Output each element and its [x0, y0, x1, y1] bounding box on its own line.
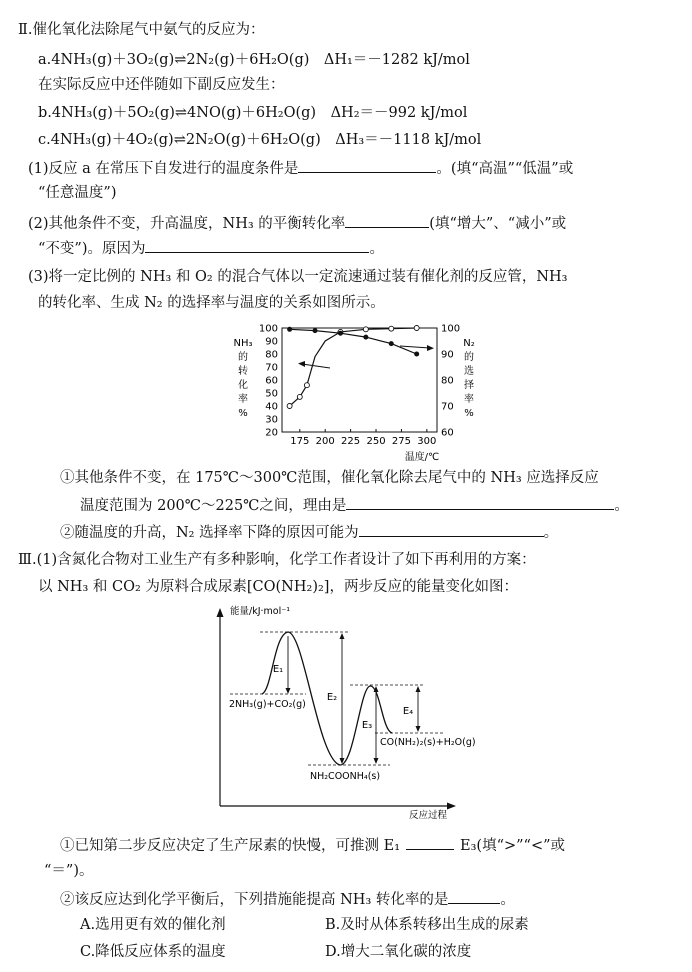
right-axis-label-char: 的 — [464, 352, 474, 363]
e4-arrowhead-top — [416, 686, 421, 692]
e3-label: E₃ — [361, 720, 373, 731]
equation-a: a.4NH₃(g)＋3O₂(g)⇌2N₂(g)＋6H₂O(g) ΔH₁＝－1282 kJ/mol — [38, 52, 470, 68]
nh3-conversion-point — [297, 394, 302, 399]
question-1-cont: “任意温度”) — [38, 185, 117, 201]
right-tick-label: 80 — [441, 375, 454, 387]
right-axis-label-char: 择 — [464, 380, 474, 391]
x-axis-label: 温度/℃ — [404, 452, 440, 463]
option-a[interactable]: A.选用更有效的催化剂 — [80, 917, 226, 933]
conversion-selectivity-chart — [230, 318, 480, 462]
s3-sub-question-2: ②该反应达到化学平衡后，下列措施能提高 NH₃ 转化率的是 。 — [60, 889, 515, 910]
left-tick-label: 30 — [265, 414, 278, 426]
sub-question-2: ②随温度的升高，N₂ 选择率下降的原因可能为 。 — [60, 522, 558, 543]
answer-blank-q1[interactable] — [298, 158, 436, 173]
nh3-conversion-point — [414, 326, 419, 331]
option-c[interactable]: C.降低反应体系的温度 — [80, 944, 226, 960]
n2-selectivity-point — [287, 327, 292, 332]
section2-title: Ⅱ.催化氧化法除尾气中氨气的反应为： — [18, 22, 265, 38]
left-tick-label: 20 — [265, 427, 278, 439]
x-tick-label: 275 — [391, 436, 411, 447]
x-tick-label: 175 — [290, 436, 310, 447]
nh3-conversion-point — [304, 383, 309, 388]
left-axis-label-char: 的 — [238, 352, 248, 363]
left-tick-label: 50 — [265, 388, 278, 400]
equation-b: b.4NH₃(g)＋5O₂(g)⇌4NO(g)＋6H₂O(g) ΔH₂＝－992 kJ/mol — [38, 105, 468, 121]
x-axis-label: 反应过程 — [408, 810, 448, 821]
question-1: (1)反应 a 在常压下自发进行的温度条件是 。(填“高温”“低温”或 — [28, 158, 573, 179]
e2-arrowhead-top — [340, 633, 345, 639]
option-d[interactable]: D.增大二氧化碳的浓度 — [325, 944, 472, 960]
answer-blank-sub1[interactable] — [346, 495, 614, 510]
right-axis-label — [463, 338, 475, 419]
plot-frame — [282, 328, 437, 432]
right-tick-label: 60 — [441, 427, 454, 439]
x-axis-arrow — [447, 803, 456, 810]
sub-question-1-cont: 温度范围为 200℃～225℃之间，理由是 。 — [80, 495, 629, 516]
left-tick-label: 40 — [265, 401, 278, 413]
n2-selectivity-point — [414, 352, 419, 357]
answer-blank-q2[interactable] — [345, 213, 429, 228]
right-axis-label-char: 选 — [464, 366, 474, 377]
x-tick-label: 200 — [315, 436, 335, 447]
answer-blank-q2-reason[interactable] — [145, 238, 369, 253]
s3-sub-question-1-cont: “＝”)。 — [44, 863, 94, 879]
left-tick-label: 80 — [265, 349, 278, 361]
side-reaction-note: 在实际反应中还伴随如下副反应发生： — [38, 77, 285, 93]
left-tick-label: 90 — [265, 336, 278, 348]
nh3-conversion-point — [389, 326, 394, 331]
n2-selectivity-point — [363, 335, 368, 340]
answer-blank-sub2[interactable] — [359, 522, 544, 537]
n2-selectivity-line — [290, 329, 417, 354]
arrow-left-head — [298, 361, 305, 367]
e4-label: E₄ — [402, 706, 414, 717]
e1-label: E₁ — [272, 664, 284, 675]
reactant-label: 2NH₃(g)+CO₂(g) — [229, 699, 306, 710]
right-tick-label: 90 — [441, 349, 454, 361]
s3-sub-question-1: ①已知第二步反应决定了生产尿素的快慢，可推测 E₁ E₃(填“>”“<”或 — [60, 835, 565, 856]
section3-intro: 以 NH₃ 和 CO₂ 为原料合成尿素[CO(NH₂)₂]，两步反应的能量变化如图： — [38, 579, 518, 595]
right-tick-label: 70 — [441, 401, 454, 413]
answer-blank-s3-sub2[interactable] — [448, 889, 500, 904]
arrow-right-head — [427, 345, 434, 351]
question-2-cont: “不变”)。原因为 。 — [38, 238, 384, 259]
option-b[interactable]: B.及时从体系转移出生成的尿素 — [325, 917, 529, 933]
x-tick-label: 300 — [417, 436, 437, 447]
x-tick-label: 250 — [366, 436, 386, 447]
e4-arrowhead-bottom — [416, 726, 421, 732]
left-axis-label-char: 转 — [238, 366, 248, 377]
question-3: (3)将一定比例的 NH₃ 和 O₂ 的混合气体以一定流速通过装有催化剂的反应管，NH₃ — [28, 269, 568, 285]
n2-selectivity-point — [338, 331, 343, 336]
left-tick-label: 100 — [258, 323, 278, 335]
intermediate-label: NH₂COONH₄(s) — [310, 771, 381, 782]
question-2: (2)其他条件不变，升高温度，NH₃ 的平衡转化率 (填“增大”、“减小”或 — [28, 213, 566, 234]
nh3-conversion-point — [287, 404, 292, 409]
left-axis-label — [233, 338, 252, 419]
nh3-conversion-line — [290, 328, 417, 406]
left-axis-label-char: 化 — [238, 380, 248, 391]
x-tick-label: 225 — [341, 436, 361, 447]
y-axis-arrow — [217, 608, 224, 617]
arrow-left — [302, 364, 330, 368]
right-axis-label-char: 率 — [464, 394, 474, 405]
left-axis-label-char: % — [238, 408, 248, 419]
e2-label: E₂ — [326, 692, 338, 703]
left-tick-label: 70 — [265, 362, 278, 374]
arrow-right — [400, 346, 430, 348]
left-axis-label-char: NH₃ — [233, 338, 253, 349]
section3-title: Ⅲ.(1)含氮化合物对工业生产有多种影响，化学工作者设计了如下再利用的方案： — [18, 552, 536, 568]
left-tick-label: 60 — [265, 375, 278, 387]
right-tick-label: 100 — [441, 323, 461, 335]
nh3-conversion-point — [363, 327, 368, 332]
n2-selectivity-point — [389, 341, 394, 346]
e3-arrowhead-bottom — [374, 758, 379, 764]
sub-question-1: ①其他条件不变，在 175℃～300℃范围，催化氧化除去尾气中的 NH₃ 应选择反应 — [60, 470, 599, 486]
n2-selectivity-point — [313, 328, 318, 333]
equation-c: c.4NH₃(g)＋4O₂(g)⇌2N₂O(g)＋6H₂O(g) ΔH₃＝－1118 kJ/mol — [38, 132, 482, 148]
right-axis-label-char: N₂ — [463, 338, 475, 349]
left-axis-label-char: 率 — [238, 394, 248, 405]
y-axis-label: 能量/kJ·mol⁻¹ — [230, 606, 291, 617]
energy-profile-diagram — [200, 600, 476, 822]
question-3-cont: 的转化率、生成 N₂ 的选择率与温度的关系如图所示。 — [38, 295, 385, 311]
answer-blank-e1-e3[interactable] — [406, 835, 454, 850]
e1-arrowhead — [286, 688, 291, 694]
product-label: CO(NH₂)₂(s)+H₂O(g) — [380, 737, 476, 748]
right-axis-label-char: % — [464, 408, 474, 419]
